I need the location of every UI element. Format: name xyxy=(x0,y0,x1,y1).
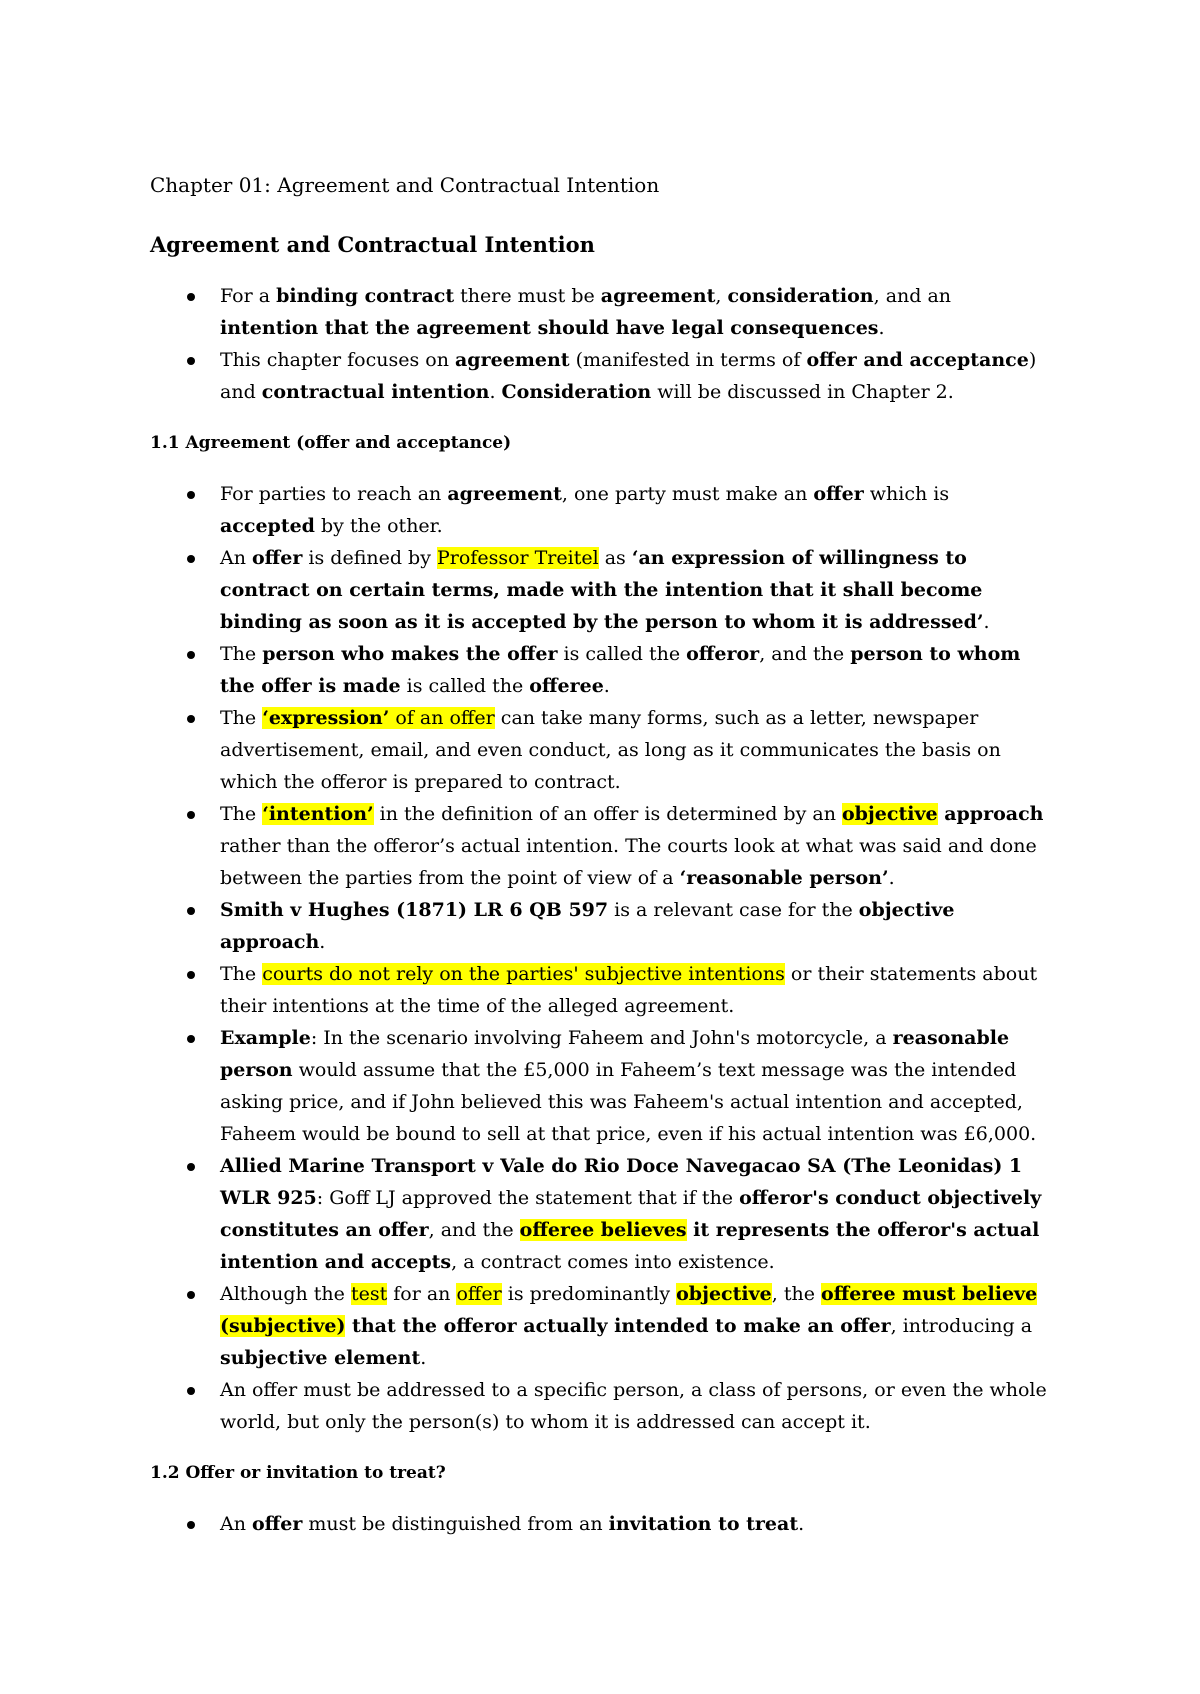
subsection-heading-1-2: 1.2 Offer or invitation to treat? xyxy=(150,1463,446,1483)
list-item xyxy=(150,542,1050,638)
bold-highlighted-text: offeree must believe (subjective) xyxy=(220,1283,1038,1337)
bold-text: contractual intention xyxy=(261,381,490,403)
text-run: rather than the offeror’s actual intention. The courts look at what was said and done between the parties from the point of view of a xyxy=(220,835,1037,889)
bold-text: ‘an expression of willingness to contract on certain terms, made with the intention that it shall become binding as soon as it is accepted by the person to whom it is addressed’ xyxy=(220,547,984,633)
bold-text: person who makes the offer xyxy=(262,643,558,665)
list-item xyxy=(150,1508,1050,1540)
bold-text: that the offeror actually intended to make an offer xyxy=(345,1315,891,1337)
bold-text: ‘reasonable person’ xyxy=(679,867,889,889)
bold-text: subjective element xyxy=(220,1347,421,1369)
text-run: For a xyxy=(220,285,277,307)
list-item xyxy=(150,638,1050,702)
bold-text: offer xyxy=(252,1513,303,1535)
list-item xyxy=(150,478,1050,542)
text-run: The xyxy=(220,963,263,985)
bold-text: offer xyxy=(252,547,303,569)
highlighted-text: of an offer xyxy=(389,707,495,729)
list-item xyxy=(150,1150,1050,1278)
text-run: , and the xyxy=(428,1219,520,1241)
text-run: This chapter focuses on xyxy=(220,349,455,371)
bold-text: Consideration xyxy=(501,381,652,403)
text-run: , a contract comes into existence. xyxy=(451,1251,775,1273)
text-run: , xyxy=(715,285,728,307)
bold-text: offer xyxy=(813,483,864,505)
bold-text: invitation to treat xyxy=(608,1513,799,1535)
text-run: can take many forms, such as a letter, newspaper advertisement, email, and even conduct, as long as it communicates the basis on which the offeror is prepared to contract. xyxy=(220,707,1001,793)
text-run: The xyxy=(220,803,263,825)
text-run: for an xyxy=(387,1283,457,1305)
text-run: will be discussed in Chapter 2. xyxy=(651,381,954,403)
bold-text: Example xyxy=(220,1027,311,1049)
text-run: . xyxy=(798,1513,805,1535)
bold-text: agreement xyxy=(447,483,562,505)
bold-text: reasonable person xyxy=(220,1027,1010,1081)
bold-text: approach xyxy=(937,803,1044,825)
list-item xyxy=(150,702,1050,798)
bold-text: accepted xyxy=(220,515,315,537)
intro-bullet-list xyxy=(150,280,1050,408)
text-run: : Goff LJ approved the statement that if the xyxy=(316,1187,740,1209)
list-item xyxy=(150,344,1050,408)
highlighted-text: offer xyxy=(456,1283,502,1305)
text-run: An xyxy=(220,547,252,569)
bold-text: offeror xyxy=(686,643,760,665)
subsection-1-1-bullet-list xyxy=(150,478,1050,1438)
subsection-heading-1-1: 1.1 Agreement (offer and acceptance) xyxy=(150,433,512,453)
text-run: is called the xyxy=(400,675,530,697)
text-run: . xyxy=(983,611,990,633)
bold-text: offeree xyxy=(529,675,604,697)
bold-highlighted-text: ‘intention’ xyxy=(262,803,374,825)
list-item xyxy=(150,1278,1050,1374)
bold-text: Smith v Hughes (1871) LR 6 QB 597 xyxy=(220,899,609,921)
bold-text: offeror's conduct objectively constitutes an offer xyxy=(220,1187,1042,1241)
bold-highlighted-text: offeree believes xyxy=(519,1219,687,1241)
bold-highlighted-text: objective xyxy=(841,803,938,825)
subsection-1-2-bullet-list xyxy=(150,1508,1050,1540)
text-run: The xyxy=(220,707,263,729)
text-run: . xyxy=(420,1347,427,1369)
text-run: . xyxy=(319,931,326,953)
text-run: , the xyxy=(771,1283,821,1305)
bold-text: objective approach xyxy=(220,899,955,953)
text-run: , and the xyxy=(759,643,851,665)
text-run: as xyxy=(598,547,632,569)
list-item xyxy=(150,280,1050,344)
text-run: is defined by xyxy=(302,547,437,569)
bold-text: agreement xyxy=(455,349,570,371)
chapter-title: Chapter 01: Agreement and Contractual Intention xyxy=(150,173,660,197)
bold-text: binding contract xyxy=(276,285,455,307)
highlighted-text: courts do not rely on the parties' subjective intentions xyxy=(262,963,785,985)
text-run: (manifested in terms of xyxy=(569,349,807,371)
text-run: . xyxy=(888,867,895,889)
text-run: For parties to reach an xyxy=(220,483,448,505)
text-run: . xyxy=(489,381,502,403)
text-run: , and an xyxy=(873,285,952,307)
text-run: Although the xyxy=(220,1283,351,1305)
bold-text: intention that the agreement should have legal consequences xyxy=(220,317,879,339)
text-run: . xyxy=(603,675,610,697)
text-run: , one party must make an xyxy=(561,483,814,505)
bold-text: Allied Marine Transport v Vale do Rio Doce Navegacao SA (The Leonidas) 1 WLR 925 xyxy=(220,1155,1023,1209)
text-run: , introducing a xyxy=(890,1315,1033,1337)
text-run: there must be xyxy=(454,285,601,307)
list-item xyxy=(150,1022,1050,1150)
text-run: : In the scenario involving Faheem and John's motorcycle, a xyxy=(310,1027,893,1049)
bold-text: consideration xyxy=(727,285,874,307)
text-run: The xyxy=(220,643,263,665)
text-run: would assume that the £5,000 in Faheem’s text message was the intended asking price, and if John believed this was Faheem's actual intention and accepted, Faheem would be bound to sell at that price, even if his actual intention was £6,000. xyxy=(220,1059,1037,1145)
bold-text: person to whom the offer is made xyxy=(220,643,1021,697)
text-run: must be distinguished from an xyxy=(302,1513,609,1535)
list-item xyxy=(150,958,1050,1022)
bold-highlighted-text: ‘expression’ xyxy=(262,707,390,729)
bold-text: agreement xyxy=(600,285,716,307)
text-run: An xyxy=(220,1513,252,1535)
text-run: An offer must be addressed to a specific person, a class of persons, or even the whole world, but only the person(s) to whom it is addressed can accept it. xyxy=(220,1379,1047,1433)
text-run: in the definition of an offer is determined by an xyxy=(373,803,842,825)
text-run: is called the xyxy=(557,643,687,665)
text-run: . xyxy=(878,317,885,339)
list-item xyxy=(150,894,1050,958)
highlighted-text: test xyxy=(350,1283,388,1305)
list-item xyxy=(150,798,1050,894)
text-run: is predominantly xyxy=(501,1283,677,1305)
text-run: which is xyxy=(863,483,950,505)
bold-text: offer and acceptance xyxy=(806,349,1029,371)
text-run: or their statements about their intentions at the time of the alleged agreement. xyxy=(220,963,1038,1017)
bold-highlighted-text: objective xyxy=(676,1283,772,1305)
text-run: by the other. xyxy=(314,515,443,537)
section-heading: Agreement and Contractual Intention xyxy=(150,232,595,257)
highlighted-text: Professor Treitel xyxy=(436,547,599,569)
list-item xyxy=(150,1374,1050,1438)
bold-text: it represents the offeror's actual intention and accepts xyxy=(220,1219,1040,1273)
text-run: is a relevant case for the xyxy=(608,899,859,921)
text-run: ) and xyxy=(220,349,1037,403)
